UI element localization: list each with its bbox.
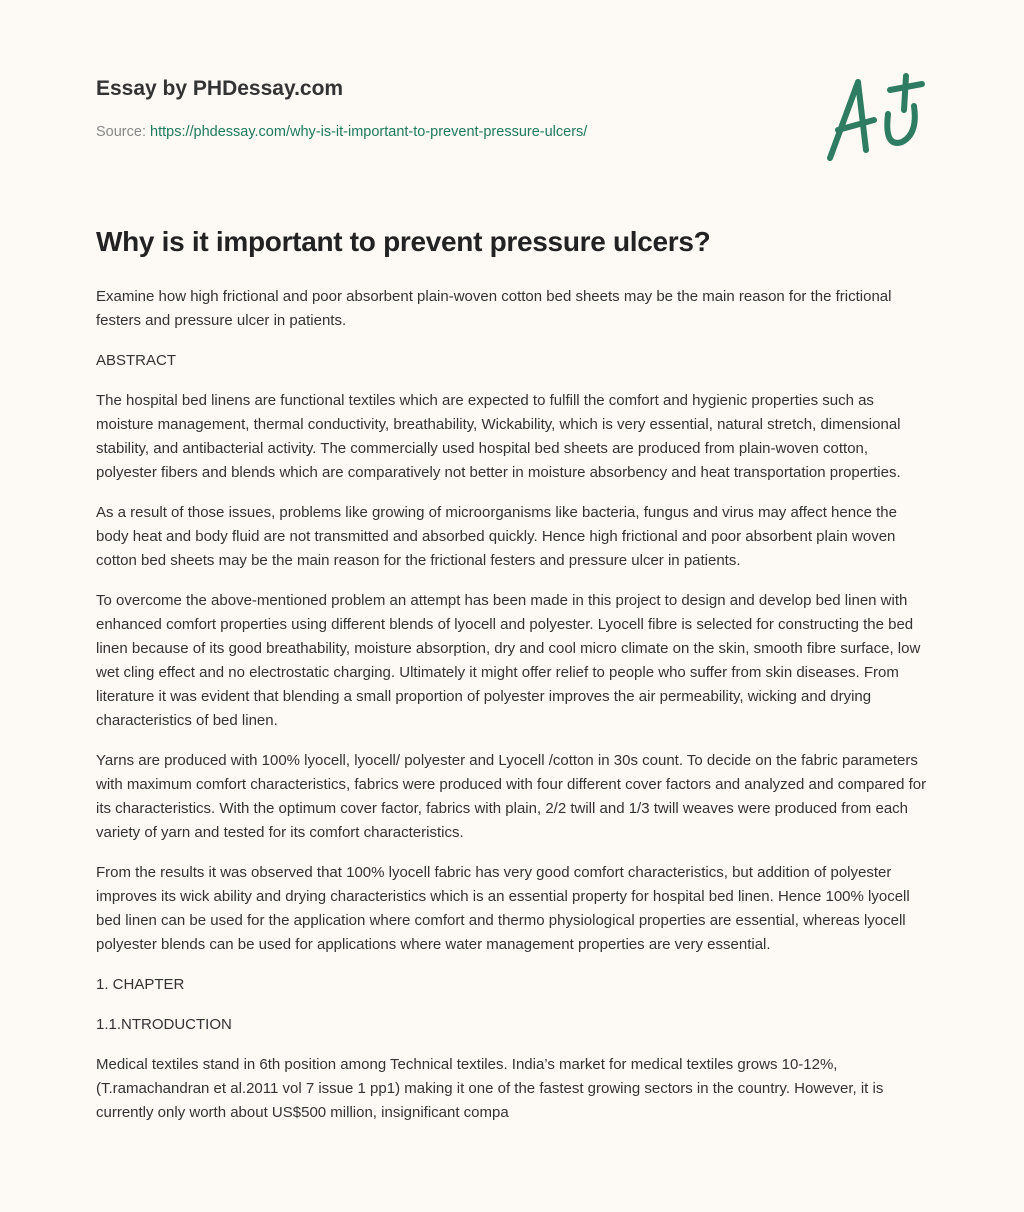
a-plus-logo-icon: [818, 70, 928, 170]
paragraph: To overcome the above-mentioned problem an attempt has been made in this project to design and develop bed linen with enhanced comfort properties using different blends of lyocell and polyester. Lyocell fibre is selected for constructing the bed linen because of its good breathability, moisture absorption, dry and cool micro climate on the skin, smooth fibre surface, low wet cling effect and no electrostatic charging. Ultimately it might offer relief to people who suffer from skin diseases. From literature it was evident that blending a small proportion of polyester improves the air permeability, wicking and drying characteristics of bed linen.: [96, 592, 921, 729]
section-heading: ABSTRACT: [96, 352, 177, 369]
section-heading: 1. CHAPTER: [96, 976, 185, 993]
paragraph: Examine how high frictional and poor absorbent plain-woven cotton bed sheets may be the main reason for the frictional festers and pressure ulcer in patients.: [96, 288, 892, 329]
essay-title: Why is it important to prevent pressure ulcers?: [96, 226, 711, 257]
section-heading: 1.1.NTRODUCTION: [96, 1016, 232, 1033]
essay-body: [96, 285, 932, 1141]
source-link[interactable]: https://phdessay.com/why-is-it-important-to-prevent-pressure-ulcers/: [150, 124, 588, 140]
source-line: [96, 124, 587, 140]
site-brand: Essay by PHDessay.com: [96, 77, 344, 100]
paragraph: From the results it was observed that 100% lyocell fabric has very good comfort characteristics, but addition of polyester improves its wick ability and drying characteristics which is an essential property for hospital bed linen. Hence 100% lyocell bed linen can be used for the application where comfort and thermo physiological properties are essential, whereas lyocell polyester blends can be used for applications where water management properties are very essential.: [96, 864, 910, 953]
source-label: Source:: [96, 124, 146, 140]
paragraph: As a result of those issues, problems like growing of microorganisms like bacteria, fungus and virus may affect hence the body heat and body fluid are not transmitted and absorbed quickly. Hence high frictional and poor absorbent plain woven cotton bed sheets may be the main reason for the frictional festers and pressure ulcer in patients.: [96, 504, 897, 569]
paragraph: Medical textiles stand in 6th position among Technical textiles. India’s market for medical textiles grows 10-12%, (T.ramachandran et al.2011 vol 7 issue 1 pp1) making it one of the fastest growing sectors in the country. However, it is currently only worth about US$500 million, insignificant compa: [96, 1056, 884, 1121]
paragraph: Yarns are produced with 100% lyocell, lyocell/ polyester and Lyocell /cotton in 30s count. To decide on the fabric parameters with maximum comfort characteristics, fabrics were produced with four different cover factors and analyzed and compared for its characteristics. With the optimum cover factor, fabrics with plain, 2/2 twill and 1/3 twill weaves were produced from each variety of yarn and tested for its comfort characteristics.: [96, 752, 927, 841]
paragraph: The hospital bed linens are functional textiles which are expected to fulfill the comfort and hygienic properties such as moisture management, thermal conductivity, breathability, Wickability, which is very essential, natural stretch, dimensional stability, and antibacterial activity. The commercially used hospital bed sheets are produced from plain-woven cotton, polyester fibers and blends which are comparatively not better in moisture absorbency and heat transportation properties.: [96, 392, 901, 481]
